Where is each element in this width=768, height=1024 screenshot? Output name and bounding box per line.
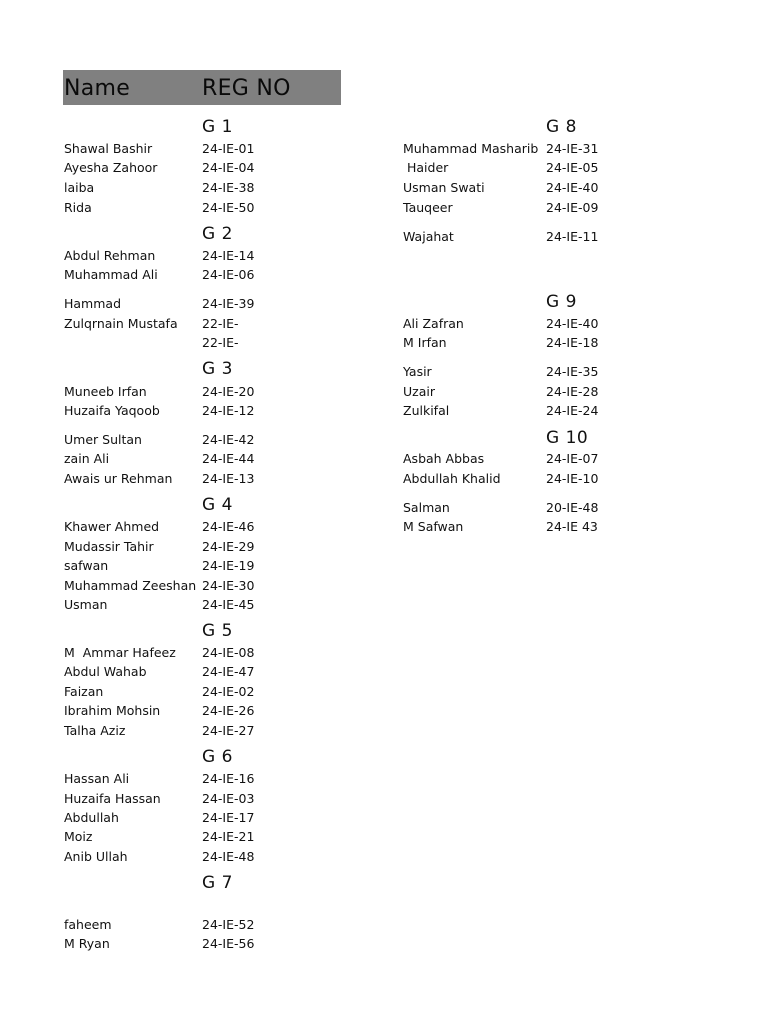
- student-reg-no: 24-IE-39: [202, 296, 255, 311]
- column-header-name: Name: [64, 76, 131, 101]
- student-name: Mudassir Tahir: [64, 539, 154, 554]
- student-reg-no: 24-IE-12: [202, 403, 255, 418]
- student-name: Khawer Ahmed: [64, 519, 160, 534]
- group-title-g8: G 8: [546, 117, 577, 137]
- student-name: Faizan: [64, 684, 104, 699]
- student-name: safwan: [64, 558, 109, 573]
- student-reg-no: 24-IE-02: [202, 684, 255, 699]
- student-reg-no: 24-IE-56: [202, 936, 255, 951]
- student-reg-no: 24-IE-24: [546, 403, 599, 418]
- student-name: faheem: [64, 917, 112, 932]
- student-name: Muhammad Ali: [64, 267, 158, 282]
- student-reg-no: 24-IE-29: [202, 539, 255, 554]
- student-reg-no: 24-IE 43: [546, 519, 598, 534]
- group-title-g9: G 9: [546, 292, 577, 312]
- student-name: Shawal Bashir: [64, 141, 153, 156]
- student-name: Abdullah: [64, 810, 119, 825]
- student-name: Usman: [64, 597, 108, 612]
- student-name: Abdul Rehman: [64, 248, 156, 263]
- student-name: Usman Swati: [403, 180, 485, 195]
- group-title-g1: G 1: [202, 117, 233, 137]
- student-name: Awais ur Rehman: [64, 471, 173, 486]
- student-reg-no: 22-IE-: [202, 335, 239, 350]
- student-name: Talha Aziz: [64, 723, 126, 738]
- student-reg-no: 24-IE-07: [546, 451, 599, 466]
- student-reg-no: 24-IE-06: [202, 267, 255, 282]
- student-reg-no: 24-IE-50: [202, 200, 255, 215]
- student-name: Rida: [64, 200, 92, 215]
- student-name: Muhammad Masharib: [403, 141, 539, 156]
- student-name: Abdullah Khalid: [403, 471, 501, 486]
- student-reg-no: 24-IE-11: [546, 229, 599, 244]
- student-name: Asbah Abbas: [403, 451, 485, 466]
- student-reg-no: 24-IE-40: [546, 180, 599, 195]
- group-title-g5: G 5: [202, 621, 233, 641]
- student-reg-no: 24-IE-13: [202, 471, 255, 486]
- student-reg-no: 24-IE-48: [202, 849, 255, 864]
- group-title-g2: G 2: [202, 224, 233, 244]
- student-name: Huzaifa Yaqoob: [64, 403, 160, 418]
- student-reg-no: 20-IE-48: [546, 500, 599, 515]
- student-name: Abdul Wahab: [64, 664, 147, 679]
- student-name: Salman: [403, 500, 450, 515]
- student-reg-no: 24-IE-47: [202, 664, 255, 679]
- student-reg-no: 24-IE-03: [202, 791, 255, 806]
- student-reg-no: 24-IE-16: [202, 771, 255, 786]
- student-reg-no: 24-IE-09: [546, 200, 599, 215]
- student-reg-no: 24-IE-14: [202, 248, 255, 263]
- student-reg-no: 24-IE-35: [546, 364, 599, 379]
- group-title-g10: G 10: [546, 428, 589, 448]
- student-name: Huzaifa Hassan: [64, 791, 161, 806]
- student-name: M Safwan: [403, 519, 464, 534]
- student-name: Moiz: [64, 829, 93, 844]
- student-name: Uzair: [403, 384, 435, 399]
- student-reg-no: 24-IE-10: [546, 471, 599, 486]
- student-reg-no: 24-IE-17: [202, 810, 255, 825]
- student-name: Umer Sultan: [64, 432, 142, 447]
- student-name: Muneeb Irfan: [64, 384, 147, 399]
- student-name: M Irfan: [403, 335, 447, 350]
- header-bar: [63, 70, 341, 105]
- student-name: laiba: [64, 180, 95, 195]
- student-reg-no: 24-IE-26: [202, 703, 255, 718]
- student-reg-no: 24-IE-31: [546, 141, 599, 156]
- student-name: Haider: [403, 160, 449, 175]
- student-reg-no: 24-IE-38: [202, 180, 255, 195]
- student-reg-no: 24-IE-28: [546, 384, 599, 399]
- student-name: M Ryan: [64, 936, 110, 951]
- student-name: Anib Ullah: [64, 849, 128, 864]
- student-reg-no: 24-IE-40: [546, 316, 599, 331]
- student-reg-no: 24-IE-21: [202, 829, 255, 844]
- student-name: Hammad: [64, 296, 122, 311]
- student-reg-no: 24-IE-27: [202, 723, 255, 738]
- group-title-g3: G 3: [202, 359, 233, 379]
- student-reg-no: 24-IE-52: [202, 917, 255, 932]
- student-reg-no: 24-IE-42: [202, 432, 255, 447]
- student-name: Wajahat: [403, 229, 454, 244]
- student-name: Ayesha Zahoor: [64, 160, 158, 175]
- student-name: zain Ali: [64, 451, 110, 466]
- student-name: M Ammar Hafeez: [64, 645, 176, 660]
- student-reg-no: 24-IE-30: [202, 578, 255, 593]
- student-reg-no: 24-IE-04: [202, 160, 255, 175]
- student-name: Zulkifal: [403, 403, 450, 418]
- student-name: Hassan Ali: [64, 771, 130, 786]
- student-reg-no: 24-IE-01: [202, 141, 255, 156]
- student-reg-no: 24-IE-46: [202, 519, 255, 534]
- student-reg-no: 24-IE-19: [202, 558, 255, 573]
- student-name: Yasir: [403, 364, 432, 379]
- group-title-g4: G 4: [202, 495, 233, 515]
- student-name: Ibrahim Mohsin: [64, 703, 161, 718]
- column-header-reg-no: REG NO: [202, 76, 291, 101]
- student-reg-no: 24-IE-08: [202, 645, 255, 660]
- student-reg-no: 24-IE-05: [546, 160, 599, 175]
- student-reg-no: 24-IE-20: [202, 384, 255, 399]
- student-name: Ali Zafran: [403, 316, 464, 331]
- student-reg-no: 22-IE-: [202, 316, 239, 331]
- group-title-g6: G 6: [202, 747, 233, 767]
- student-name: Muhammad Zeeshan: [64, 578, 197, 593]
- student-name: Zulqrnain Mustafa: [64, 316, 178, 331]
- group-title-g7: G 7: [202, 873, 233, 893]
- student-reg-no: 24-IE-45: [202, 597, 255, 612]
- student-reg-no: 24-IE-44: [202, 451, 255, 466]
- student-reg-no: 24-IE-18: [546, 335, 599, 350]
- student-name: Tauqeer: [403, 200, 453, 215]
